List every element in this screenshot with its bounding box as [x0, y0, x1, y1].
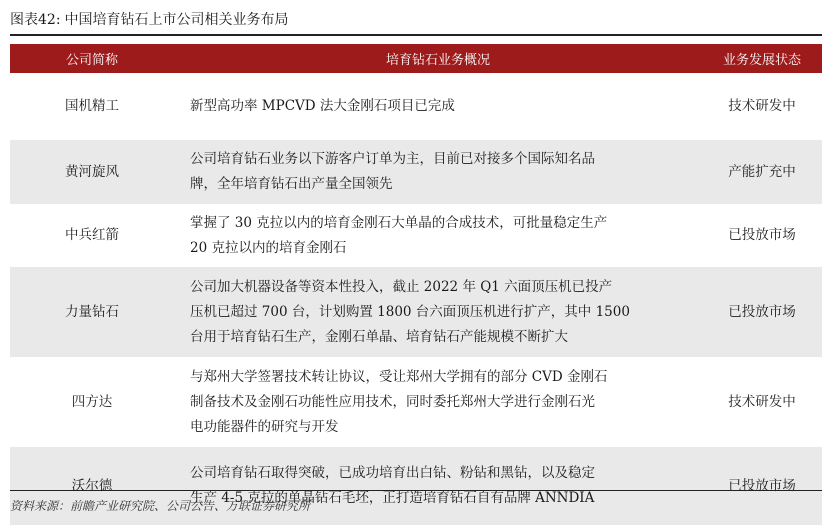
business-overview: [174, 73, 702, 140]
overview-line: 电功能器件的研究与开发: [190, 418, 339, 435]
company-name: 四方达: [71, 393, 113, 410]
business-layout-table: [10, 44, 822, 525]
table-row: [10, 267, 822, 357]
overview-line: 公司培育钻石业务以下游客户订单为主，目前已对接多个国际知名品: [190, 151, 595, 167]
business-status: 已投放市场: [728, 227, 796, 243]
figure-title: [10, 6, 822, 36]
business-status: 已投放市场: [702, 447, 822, 525]
table-row: [10, 73, 822, 140]
overview-line: 20 克拉以内的培育金刚石: [190, 239, 347, 256]
overview-line: 台用于培育钻石生产，金刚石单晶、培育钻石产能规模不断扩大: [190, 328, 568, 345]
business-overview: [174, 140, 702, 204]
table-header-row: [10, 44, 822, 73]
business-overview: [174, 267, 702, 357]
company-name: 国机精工: [65, 98, 119, 114]
company-name: 力量钻石: [10, 267, 174, 357]
overview-line: 制备技术及金刚石功能性应用技术，同时委托郑州大学进行金刚石光: [190, 393, 595, 410]
overview-line: 生产 4-5 克拉的单晶钻石毛坯，正打造培育钻石自有品牌 ANNDIA: [190, 490, 595, 506]
business-status: 产能扩充中: [702, 140, 822, 204]
company-name: 沃尔德: [10, 447, 174, 525]
business-status: 技术研发中: [728, 98, 796, 114]
overview-line: 公司加大机器设备等资本性投入，截止 2022 年 Q1 六面顶压机已投产: [190, 278, 613, 295]
overview-line: 与郑州大学签署技术转让协议，受让郑州大学拥有的部分 CVD 金刚石: [190, 368, 608, 385]
figure-label: 图表42:: [10, 12, 61, 28]
business-status: 已投放市场: [702, 267, 822, 357]
overview-line: 新型高功率 MPCVD 法大金刚石项目已完成: [190, 98, 455, 114]
overview-line: 掌握了 30 克拉以内的培育金刚石大单晶的合成技术，可批量稳定生产: [190, 214, 608, 231]
overview-line: 牌，全年培育钻石出产量全国领先: [190, 176, 393, 192]
table-row: [10, 204, 822, 267]
table-row: [10, 140, 822, 204]
table-row: [10, 357, 822, 447]
header-overview: 培育钻石业务概况: [174, 44, 702, 73]
business-status: 技术研发中: [728, 393, 796, 410]
header-status: 业务发展状态: [702, 44, 822, 73]
business-overview: [174, 357, 702, 447]
business-overview: [174, 204, 702, 267]
header-company: 公司简称: [10, 44, 174, 73]
overview-line: 公司培育钻石取得突破，已成功培育出白钻、粉钻和黑钻，以及稳定: [190, 465, 595, 481]
overview-line: 压机已超过 700 台，计划购置 1800 台六面顶压机进行扩产，其中 1500: [190, 303, 630, 320]
company-name: 黄河旋风: [10, 140, 174, 204]
source-note: 资料来源：前瞻产业研究院、公司公告、万联证券研究所: [10, 490, 822, 514]
figure-title-text: 中国培育钻石上市公司相关业务布局: [64, 12, 289, 28]
company-name: 中兵红箭: [65, 227, 119, 243]
